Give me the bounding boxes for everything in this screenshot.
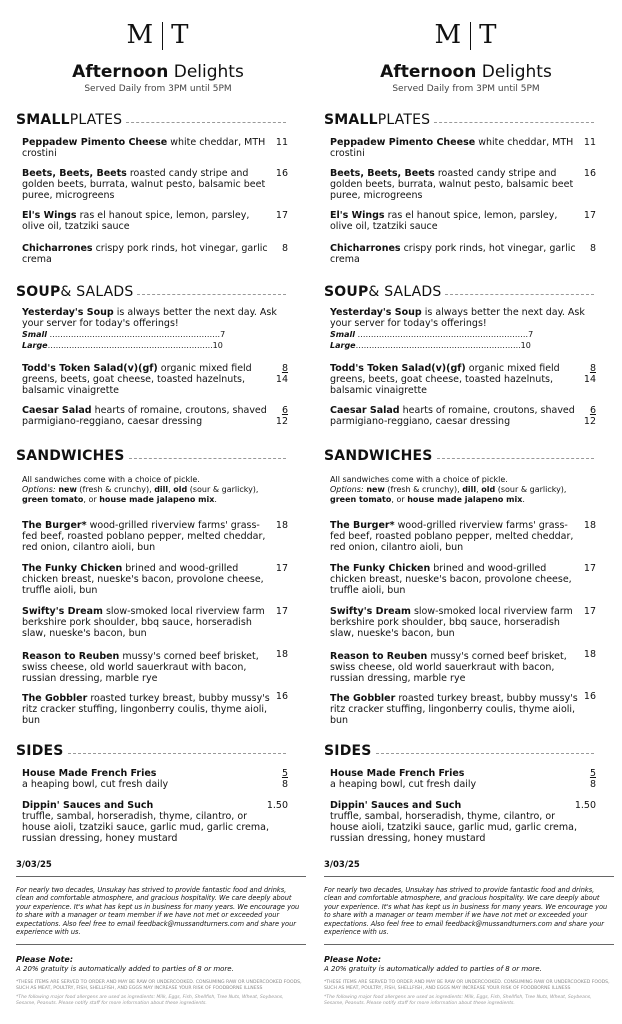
logo-letter-m: M [434,20,463,50]
menu-item: Todd's Token Salad(v)(gf) organic mixed field greens, beets, goat cheese, toasted hazelnuts, balsamic vinaigrette [330,363,560,396]
menu-subtitle: Served Daily from 3PM until 5PM [392,84,540,94]
item-price: 18 [583,520,596,531]
soup-item: Yesterday's Soup is always better the next day. Ask your server for today's offerings! Small ……………………………………………………….7 Large……………………………………………………..10 [330,307,585,350]
item-price: 17 [583,210,596,221]
menu-item: El's Wings ras el hanout spice, lemon, parsley, olive oil, tzatziki sauce [330,210,558,232]
item-price: 8 [281,243,288,254]
item-price: 8 14 [275,363,288,385]
section-heading-sandwiches: SANDWICHES [324,448,594,464]
menu-item: Swifty's Dream slow-smoked local riverview farm berkshire pork shoulder, bbq sauce, horseradish slaw, nueske's bacon, bun [22,606,265,639]
item-price: 8 [589,243,596,254]
logo-letter-t: T [171,20,190,50]
allergen-notice: *The following major food allergens are used as ingredients: Milk, Eggs, Fish, Shellfish, Tree Nuts, Wheat, Soybeans, Sesame, Peanuts. Please notify staff for more information about these ingredients. [324,995,592,1006]
menu-item: The Burger* wood-grilled riverview farms' grass-fed beef, roasted poblano pepper, melted cheddar, red onion, cilantro aioli, bun [22,520,266,553]
menu-item: The Funky Chicken brined and wood-grilled chicken breast, nueske's bacon, provolone cheese, truffle aioli, bun [330,563,572,596]
divider [16,876,306,877]
item-price: 5 8 [281,768,288,790]
item-price: 17 [275,210,288,221]
menu-item: El's Wings ras el hanout spice, lemon, parsley, olive oil, tzatziki sauce [22,210,250,232]
feedback-message: For nearly two decades, Unsukay has strived to provide fantastic food and drinks, clean and comfortable atmosphere, and gracious hospitality. We care deeply about your experience. It's what has kept us in business for many years. We encourage you to share with a manager or team member if we have not met or exceeded your expectations. Also feel free to email feedback@mussandturners.com and share your experience with us. [16,886,300,937]
item-price: 6 12 [583,405,596,427]
menu-item: House Made French Fries a heaping bowl, cut fresh daily [330,768,477,790]
divider [16,944,306,945]
item-price: 18 [275,520,288,531]
section-heading-soup-salads: SOUP & SALADS [324,284,594,300]
divider [324,944,614,945]
logo-letter-t: T [479,20,498,50]
menu-item: Chicharrones crispy pork rinds, hot vinegar, garlic crema [330,243,576,265]
feedback-message: For nearly two decades, Unsukay has strived to provide fantastic food and drinks, clean and comfortable atmosphere, and gracious hospitality. We care deeply about your experience. It's what has kept us in business for many years. We encourage you to share with a manager or team member if we have not met or exceeded your expectations. Also feel free to email feedback@mussandturners.com and share your experience with us. [324,886,608,937]
menu-item: The Burger* wood-grilled riverview farms' grass-fed beef, roasted poblano pepper, melted cheddar, red onion, cilantro aioli, bun [330,520,574,553]
gratuity-note: A 20% gratuity is automatically added to parties of 8 or more. [16,965,234,973]
item-price: 17 [583,606,596,617]
menu-title: Afternoon Delights [72,62,244,82]
menu-item: Reason to Reuben mussy's corned beef brisket, swiss cheese, old world sauerkraut with bacon, russian dressing, marble rye [330,651,567,684]
raw-food-warning: *THESE ITEMS ARE SERVED TO ORDER AND MAY BE RAW OR UNDERCOOKED. CONSUMING RAW OR UNDERCOOKED FOODS, SUCH AS MEAT, POULTRY, FISH, SHELLFISH, AND EGGS MAY INCREASE YOUR RISK OF FOODBORNE ILLNESS [16,980,302,991]
menu-item: Dippin' Sauces and Such truffle, sambal, horseradish, thyme, cilantro, or house aioli, tzatziki sauce, garlic mud, garlic crema, russian dressing, honey mustard [22,800,269,844]
divider [324,876,614,877]
menu-item: Beets, Beets, Beets roasted candy stripe and golden beets, burrata, walnut pesto, balsamic beet puree, microgreens [330,168,574,201]
sandwich-intro: All sandwiches come with a choice of pickle. Options: new (fresh & crunchy), dill, old (sour & garlicky), green tomato, or house made jalapeno mix. [330,475,567,504]
menu-item: The Gobbler roasted turkey breast, bubby mussy's ritz cracker stuffing, lingonberry coulis, thyme aioli, bun [22,693,270,726]
menu-item: Peppadew Pimento Cheese white cheddar, MTH crostini [330,137,574,159]
item-price: 1.50 [574,800,596,811]
menu-item: Dippin' Sauces and Such truffle, sambal, horseradish, thyme, cilantro, or house aioli, tzatziki sauce, garlic mud, garlic crema, russian dressing, honey mustard [330,800,577,844]
section-heading-small-plates: SMALL PLATES [16,112,286,128]
menu-date: 3/03/25 [324,860,360,870]
item-price: 16 [275,691,288,702]
item-price: 8 14 [583,363,596,385]
section-heading-small-plates: SMALL PLATES [324,112,594,128]
section-heading-soup-salads: SOUP & SALADS [16,284,286,300]
item-price: 17 [275,563,288,574]
menu-item: Caesar Salad hearts of romaine, croutons, shaved parmigiano-reggiano, caesar dressing [330,405,575,427]
menu-column-left [8,0,308,1024]
item-price: 1.50 [266,800,288,811]
item-price: 6 12 [275,405,288,427]
item-price: 16 [583,691,596,702]
allergen-notice: *The following major food allergens are used as ingredients: Milk, Eggs, Fish, Shellfish, Tree Nuts, Wheat, Soybeans, Sesame, Peanuts. Please notify staff for more information about these ingredients. [16,995,284,1006]
section-heading-sides: SIDES [324,743,594,759]
item-price: 11 [275,137,288,148]
menu-date: 3/03/25 [16,860,52,870]
menu-item: The Gobbler roasted turkey breast, bubby mussy's ritz cracker stuffing, lingonberry coulis, thyme aioli, bun [330,693,578,726]
menu-item: The Funky Chicken brined and wood-grilled chicken breast, nueske's bacon, provolone cheese, truffle aioli, bun [22,563,264,596]
menu-item: Todd's Token Salad(v)(gf) organic mixed field greens, beets, goat cheese, toasted hazelnuts, balsamic vinaigrette [22,363,252,396]
item-price: 5 8 [589,768,596,790]
item-price: 17 [275,606,288,617]
menu-item: Chicharrones crispy pork rinds, hot vinegar, garlic crema [22,243,268,265]
note-heading: Please Note: [324,955,382,964]
item-price: 18 [275,649,288,660]
section-heading-sides: SIDES [16,743,286,759]
section-heading-sandwiches: SANDWICHES [16,448,286,464]
item-price: 16 [275,168,288,179]
menu-item: House Made French Fries a heaping bowl, cut fresh daily [22,768,169,790]
logo [8,20,308,50]
menu-item: Peppadew Pimento Cheese white cheddar, MTH crostini [22,137,266,159]
item-price: 17 [583,563,596,574]
item-price: 18 [583,649,596,660]
menu-item: Reason to Reuben mussy's corned beef brisket, swiss cheese, old world sauerkraut with bacon, russian dressing, marble rye [22,651,259,684]
sandwich-intro: All sandwiches come with a choice of pickle. Options: new (fresh & crunchy), dill, old (sour & garlicky), green tomato, or house made jalapeno mix. [22,475,259,504]
menu-item: Swifty's Dream slow-smoked local riverview farm berkshire pork shoulder, bbq sauce, horseradish slaw, nueske's bacon, bun [330,606,573,639]
menu-item: Beets, Beets, Beets roasted candy stripe and golden beets, burrata, walnut pesto, balsamic beet puree, microgreens [22,168,266,201]
menu-title: Afternoon Delights [380,62,552,82]
menu-subtitle: Served Daily from 3PM until 5PM [84,84,232,94]
menu-item: Caesar Salad hearts of romaine, croutons, shaved parmigiano-reggiano, caesar dressing [22,405,267,427]
item-price: 11 [583,137,596,148]
logo [316,20,616,50]
menu-column-right [316,0,616,1024]
item-price: 16 [583,168,596,179]
logo-letter-m: M [126,20,155,50]
gratuity-note: A 20% gratuity is automatically added to parties of 8 or more. [324,965,542,973]
soup-item: Yesterday's Soup is always better the next day. Ask your server for today's offerings! Small ……………………………………………………….7 Large……………………………………………………..10 [22,307,277,350]
raw-food-warning: *THESE ITEMS ARE SERVED TO ORDER AND MAY BE RAW OR UNDERCOOKED. CONSUMING RAW OR UNDERCOOKED FOODS, SUCH AS MEAT, POULTRY, FISH, SHELLFISH, AND EGGS MAY INCREASE YOUR RISK OF FOODBORNE ILLNESS [324,980,610,991]
note-heading: Please Note: [16,955,74,964]
